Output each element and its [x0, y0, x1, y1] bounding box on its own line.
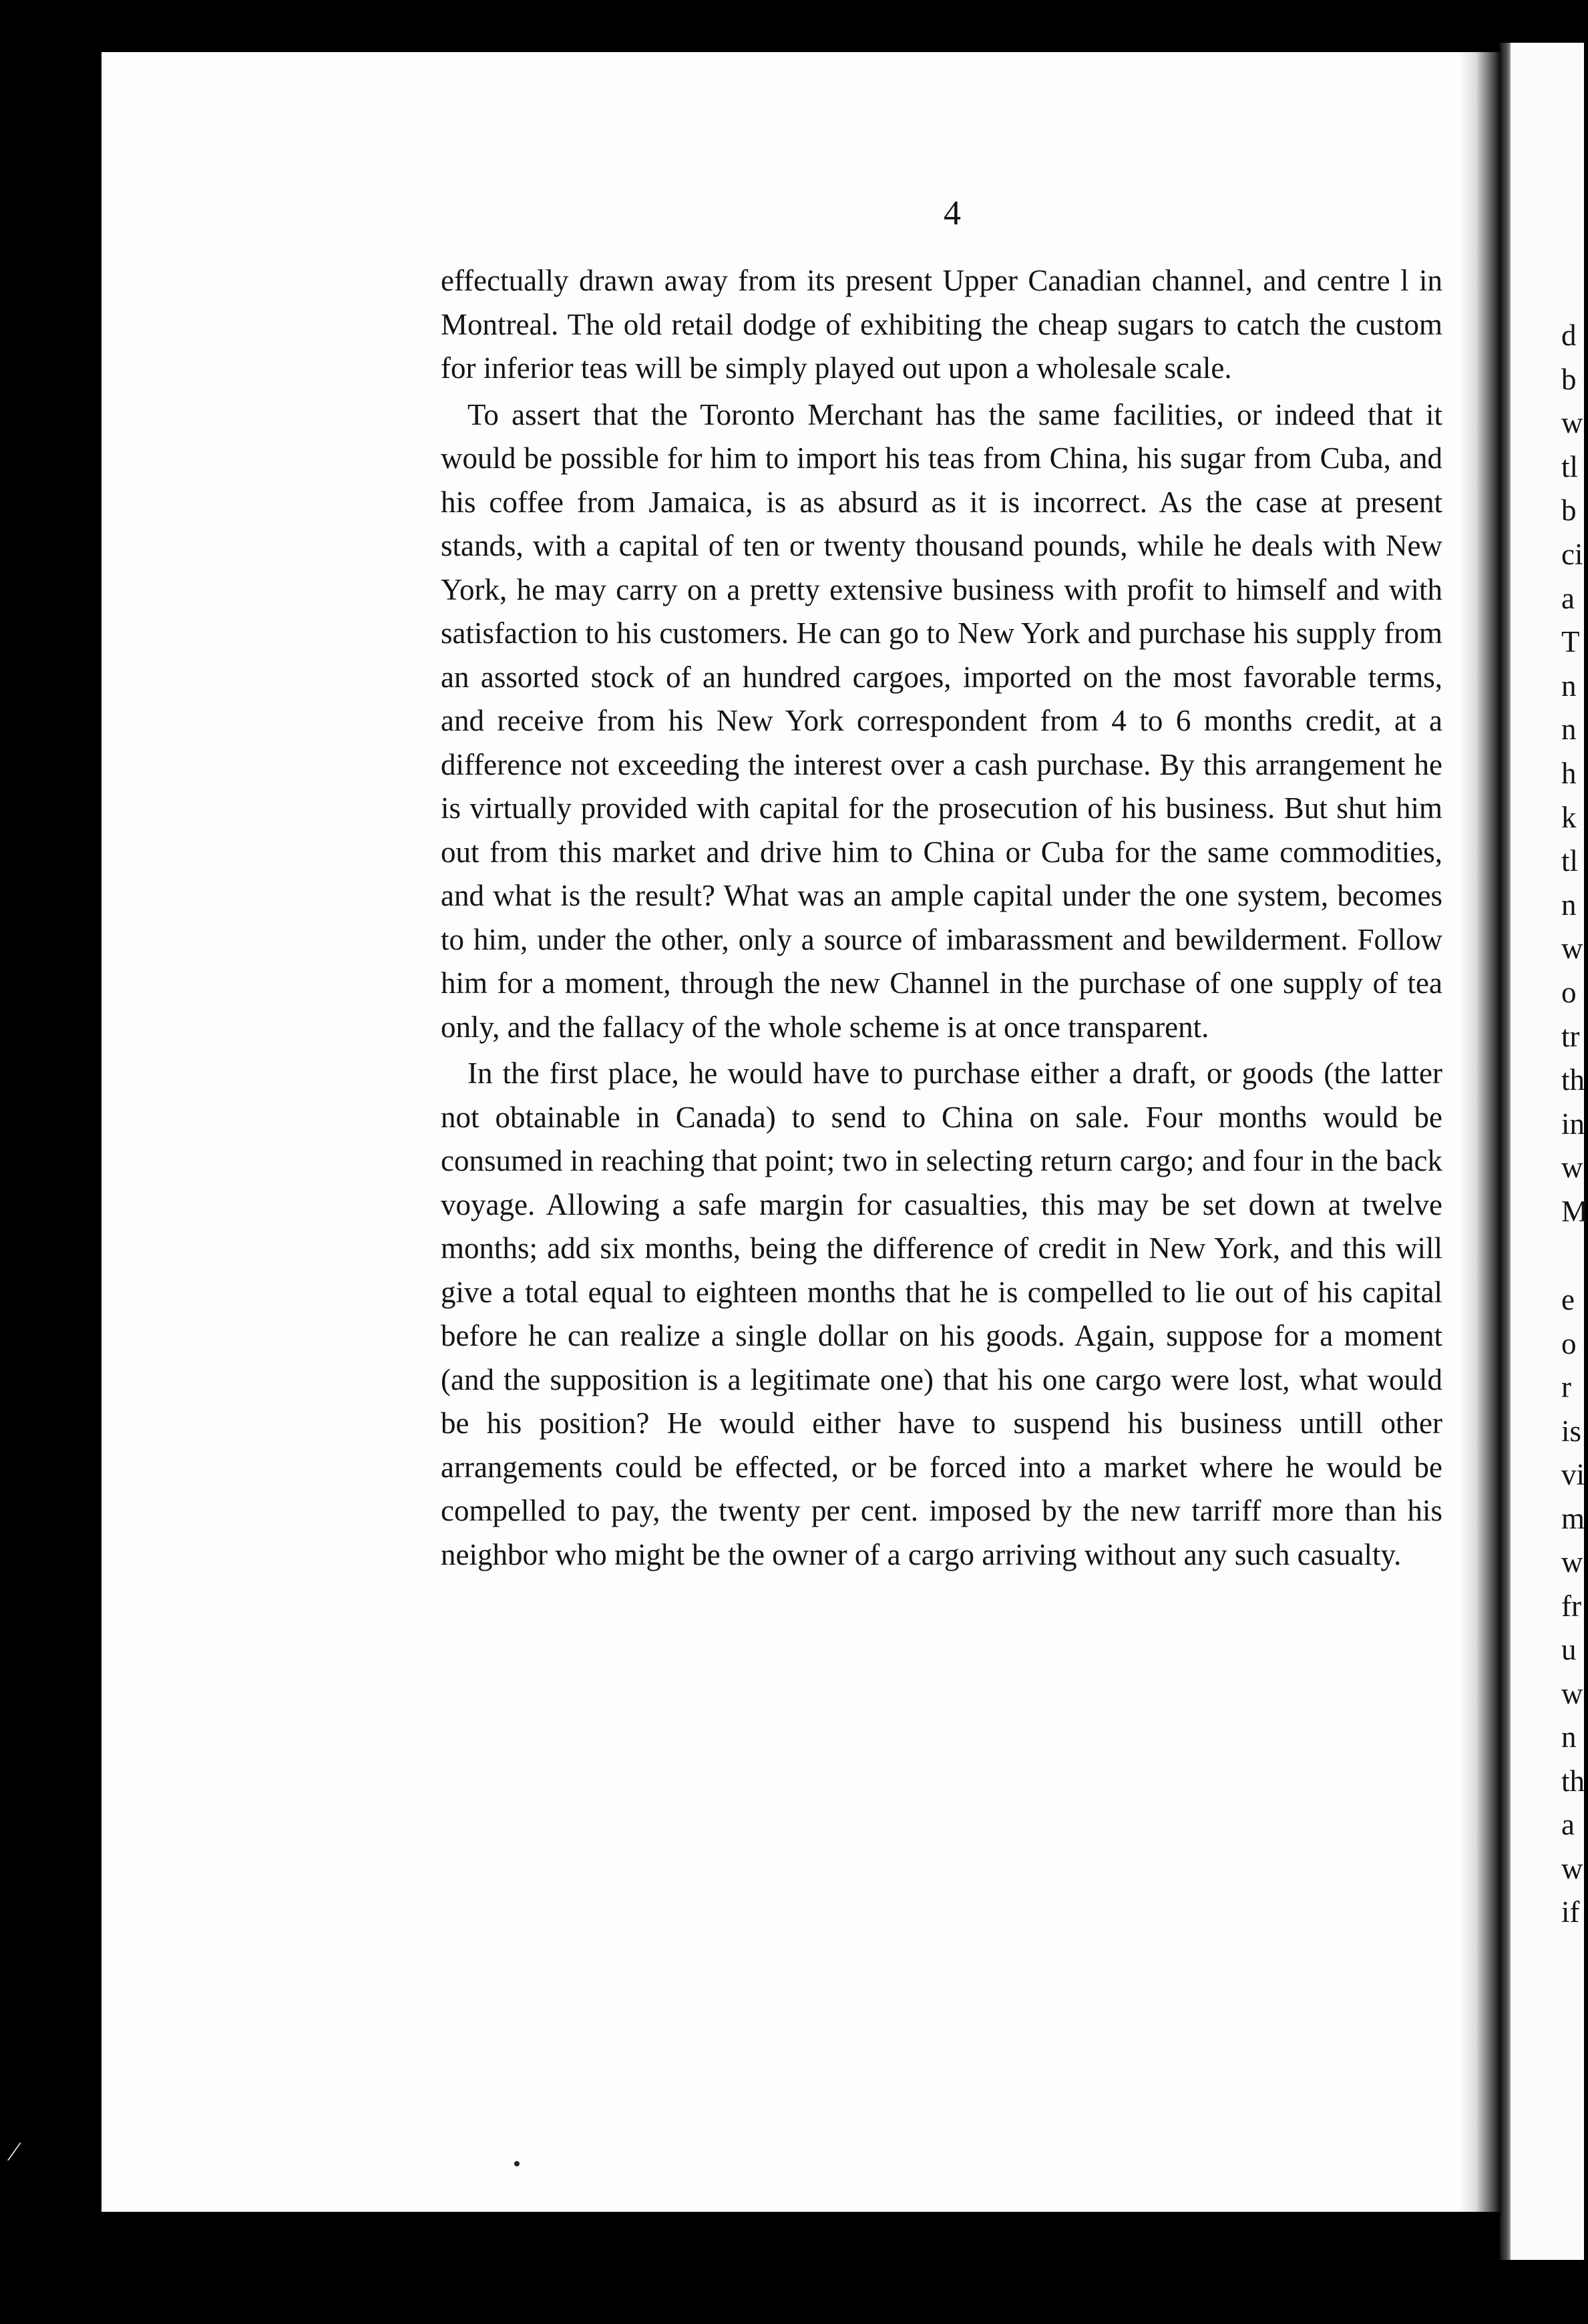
fragment: in	[1561, 1107, 1585, 1141]
fragment: b	[1561, 494, 1577, 528]
fragment: e	[1561, 1283, 1575, 1316]
scan-mark: ⁄	[12, 2136, 17, 2166]
fragment: w	[1561, 932, 1583, 966]
facing-page-fragments-upper	[1561, 314, 1588, 1233]
page-gutter-shadow	[1460, 52, 1500, 2212]
fragment: n	[1561, 668, 1577, 703]
page-number: 4	[944, 194, 961, 232]
fragment: o	[1561, 975, 1577, 1009]
fragment: fr	[1561, 1589, 1581, 1623]
fragment: u	[1561, 1633, 1577, 1666]
fragment: r	[1561, 1370, 1571, 1404]
body-text	[441, 259, 1442, 1942]
fragment: w	[1561, 1851, 1583, 1885]
facing-page-fragments-lower	[1561, 1278, 1584, 1935]
paragraph: In the first place, he would have to purchase either a draft, or goods (the latter not obtainable in Canada) to send to China on sale. Four months would be consumed in reaching that point; two in selecting return cargo; and four in the back voyage. Allowing a safe margin for casualties, this may be set down at twelve months; add six months, being the difference of credit in New York, and this will give a total equal to eighteen months that he is compelled to lie out of his capital before he can realize a single dollar on his goods. Again, suppose for a moment (and the supposition is a legitimate one) that his one cargo were lost, what would be his position? He would either have to suspend his business untill other arrangements could be effected, or be forced into a market where he would be compelled to pay, the twenty per cent. imposed by the new tarriff more than his neighbor who might be the owner of a cargo arriving without any such casualty.	[441, 1056, 1442, 1571]
fragment: is	[1561, 1414, 1582, 1448]
fragment: tr	[1561, 1019, 1580, 1053]
fragment: T	[1561, 625, 1580, 659]
fragment: w	[1561, 406, 1583, 440]
paragraph: effectually drawn away from its present Upper Canadian channel, and centre l in Montreal. The old retail dodge of exhibiting the cheap sugars to catch the custom for inferior teas will be simply played out upon a wholesale scale.	[441, 264, 1442, 385]
fragment: vi	[1561, 1458, 1585, 1491]
fragment: d	[1561, 319, 1577, 352]
fragment: tl	[1561, 449, 1579, 483]
fragment: a	[1561, 581, 1575, 615]
fragment: th	[1561, 1063, 1585, 1097]
fragment: w	[1561, 1151, 1583, 1185]
fragment: a	[1561, 1808, 1575, 1841]
scan-speck	[514, 2161, 520, 2166]
fragment: h	[1561, 756, 1577, 790]
fragment: M	[1561, 1194, 1588, 1228]
fragment: tl	[1561, 844, 1579, 878]
fragment: if	[1561, 1895, 1580, 1929]
paragraph: To assert that the Toronto Merchant has the same facilities, or indeed that it would be possible for him to import his teas from China, his sugar from Cuba, and his coffee from Jamaica, is as absurd as it is incorrect. As the case at present stands, with a capital of ten or twenty thousand pounds, while he deals with New York, he may carry on a pretty extensive business with profit to himself and with satisfaction to his customers. He can go to New York and purchase his supply from an assorted stock of an hundred cargoes, imported on the most favorable terms, and receive from his New York correspondent from 4 to 6 months credit, at a difference not exceeding the interest over a cash purchase. By this arrangement he is virtually provided with capital for the prosecution of his business. But shut him out from this market and drive him to China or Cuba for the same commodities, and what is the result? What was an ample capital under the one system, becomes to him, under the other, only a source of imbarassment and bewilderment. Follow him for a moment, through the new Channel in the purchase of one supply of tea only, and the fallacy of the whole scheme is at once transparent.	[441, 397, 1442, 1044]
fragment: k	[1561, 800, 1577, 834]
fragment: w	[1561, 1676, 1583, 1710]
fragment: m	[1561, 1501, 1585, 1535]
fragment: ci	[1561, 537, 1583, 571]
fragment: b	[1561, 362, 1577, 396]
fragment: o	[1561, 1326, 1577, 1360]
fragment: n	[1561, 1720, 1577, 1754]
fragment: n	[1561, 713, 1577, 747]
fragment: n	[1561, 888, 1577, 922]
fragment: th	[1561, 1764, 1585, 1798]
fragment: w	[1561, 1545, 1583, 1579]
